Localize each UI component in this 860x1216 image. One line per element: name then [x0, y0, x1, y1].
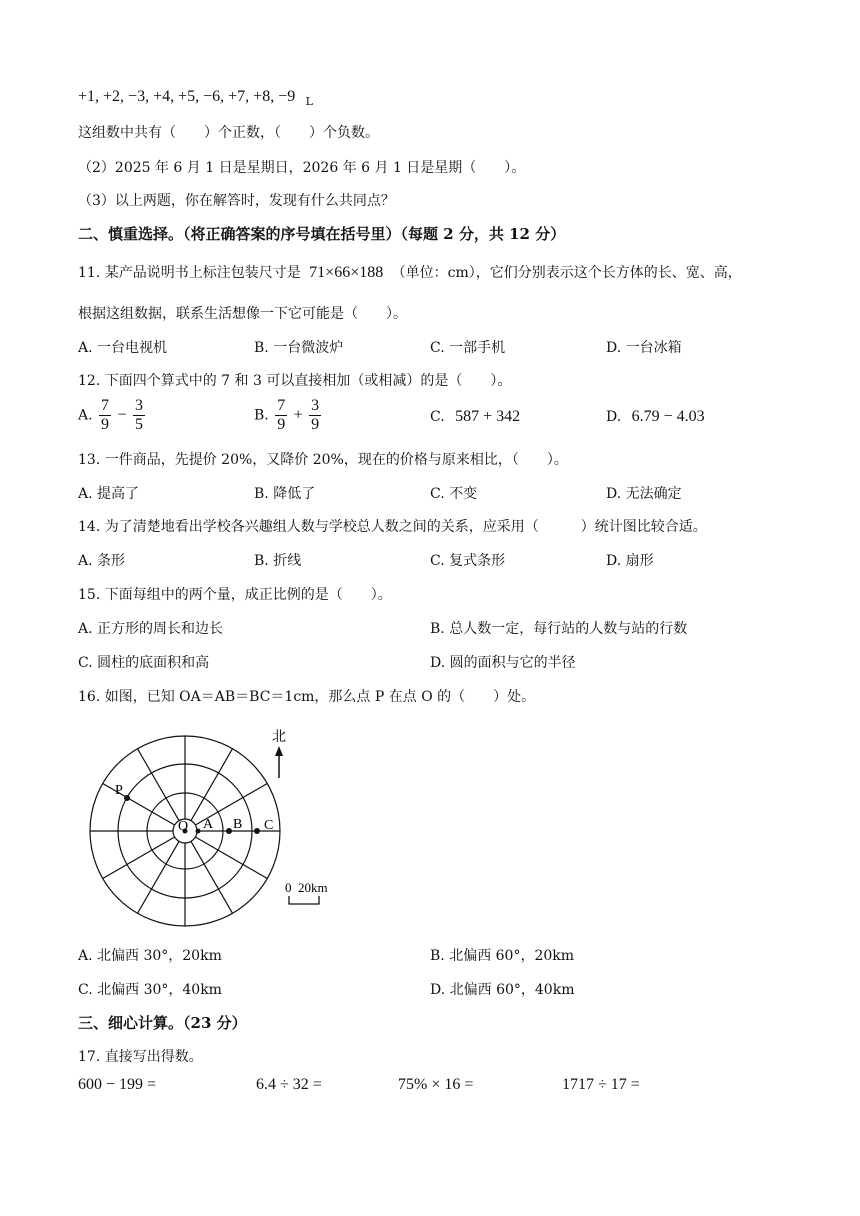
- q12-a-label: A.: [78, 407, 93, 424]
- section-2-heading: 二、慎重选择。（将正确答案的序号填在括号里）（每题 2 分，共 12 分）: [78, 225, 566, 243]
- q11-option-c: C. 一部手机: [430, 340, 506, 356]
- q11-suffix: （单位：cm），它们分别表示这个长方体的长、宽、高，: [391, 265, 742, 281]
- q14-option-a: A. 条形: [78, 553, 126, 569]
- sub-question-2: （2）2025 年 6 月 1 日是星期日，2026 年 6 月 1 日是星期（ ）。: [78, 160, 526, 176]
- point-p-dot: [124, 795, 130, 801]
- point-c-dot: [254, 828, 260, 834]
- sequence-ellipsis: L: [305, 95, 313, 108]
- q11-dimensions: 71×66×188: [309, 264, 384, 281]
- q12-b-fraction-2: $\frac{3}{9}$: [311, 397, 320, 433]
- q15-stem: 15. 下面每组中的两个量，成正比例的是（ ）。: [78, 587, 392, 603]
- q14-option-d: D. 扇形: [606, 553, 654, 569]
- q16-stem: 16. 如图，已知 OA＝AB＝BC＝1cm，那么点 P 在点 O 的（ ）处。: [78, 689, 536, 705]
- q12-a-operator: −: [117, 406, 127, 424]
- q16-option-d: D. 北偏西 60°，40km: [430, 982, 575, 998]
- q17-stem: 17. 直接写出得数。: [78, 1049, 203, 1065]
- calc-item-3: 75% × 16 =: [398, 1076, 474, 1093]
- q12-b-operator: +: [293, 406, 303, 424]
- q15-option-c: C. 圆柱的底面积和高: [78, 655, 210, 671]
- calc-item-4: 1717 ÷ 17 =: [562, 1076, 640, 1093]
- q12-option-a: [78, 397, 147, 434]
- north-label: 北: [272, 730, 286, 745]
- polar-spoke: [138, 841, 180, 913]
- point-b-dot: [226, 828, 232, 834]
- q16-option-c: C. 北偏西 30°，40km: [78, 982, 222, 998]
- q16-option-a: A. 北偏西 30°，20km: [78, 948, 222, 964]
- point-c-label: C: [264, 818, 274, 833]
- polar-spoke: [195, 837, 267, 879]
- polar-spoke: [191, 841, 233, 913]
- q12-option-c: [430, 408, 520, 426]
- q13-stem: 13. 一件商品，先提价 20%，又降价 20%，现在的价格与原来相比，（ ）。: [78, 452, 568, 468]
- point-p-label: P: [115, 783, 123, 798]
- q12-stem: 12. 下面四个算式中的 7 和 3 可以直接相加（或相减）的是（ ）。: [78, 373, 512, 389]
- q11-prefix: 11. 某产品说明书上标注包装尺寸是: [78, 265, 301, 281]
- q15-option-b: B. 总人数一定，每行站的人数与站的行数: [430, 621, 688, 637]
- q11-option-b: B. 一台微波炉: [254, 340, 344, 356]
- point-a-label: A: [203, 817, 214, 832]
- point-b-label: B: [233, 817, 243, 832]
- number-sequence: [78, 88, 313, 106]
- q13-option-c: C. 不变: [430, 486, 478, 502]
- calc-item-2: 6.4 ÷ 32 =: [256, 1076, 322, 1093]
- q13-option-d: D. 无法确定: [606, 486, 682, 502]
- north-arrow-icon: [275, 746, 283, 756]
- polar-spoke: [103, 784, 175, 826]
- sequence-text: +1, +2, −3, +4, +5, −6, +7, +8, −9: [78, 88, 296, 105]
- point-o-label: O: [178, 819, 189, 834]
- q12-c-expression: 587 + 342: [455, 408, 521, 425]
- q12-a-fraction-1: $\frac{7}{9}$: [101, 397, 110, 433]
- polar-map-figure: [76, 720, 366, 930]
- polar-spoke: [191, 749, 233, 821]
- q13-option-b: B. 降低了: [254, 486, 316, 502]
- q12-option-d: [606, 408, 705, 426]
- point-a-dot: [196, 829, 201, 834]
- q12-option-b: [254, 397, 323, 434]
- polar-spoke: [138, 749, 180, 821]
- scale-bar: [289, 896, 319, 904]
- scale-unit-label: 20km: [298, 880, 328, 895]
- q13-option-a: A. 提高了: [78, 486, 140, 502]
- q12-a-fraction-2: $\frac{3}{5}$: [134, 397, 143, 433]
- q12-d-label: D.: [606, 409, 622, 425]
- q15-option-d: D. 圆的面积与它的半径: [430, 655, 576, 671]
- calc-item-1: 600 − 199 =: [78, 1076, 157, 1093]
- scale-zero-label: 0: [285, 880, 292, 895]
- q12-b-label: B.: [254, 407, 269, 424]
- q15-option-a: A. 正方形的周长和边长: [78, 621, 224, 637]
- q12-b-fraction-1: $\frac{7}{9}$: [277, 397, 286, 433]
- q11-option-d: D. 一台冰箱: [606, 340, 682, 356]
- q14-option-c: C. 复式条形: [430, 553, 506, 569]
- sub-question-3: （3）以上两题，你在解答时，发现有什么共同点？: [78, 193, 395, 209]
- q12-d-expression: 6.79 − 4.03: [631, 408, 705, 425]
- count-question: 这组数中共有（ ）个正数，（ ）个负数。: [78, 125, 379, 141]
- q11-line2: 根据这组数据，联系生活想像一下它可能是（ ）。: [78, 306, 407, 322]
- polar-spoke: [103, 837, 175, 879]
- q11-stem: [78, 262, 742, 282]
- section-3-heading: 三、细心计算。（23 分）: [78, 1014, 247, 1032]
- q16-option-b: B. 北偏西 60°，20km: [430, 948, 575, 964]
- q14-option-b: B. 折线: [254, 553, 302, 569]
- q11-option-a: A. 一台电视机: [78, 340, 168, 356]
- q14-stem: 14. 为了清楚地看出学校各兴趣组人数与学校总人数之间的关系，应采用（ ）统计图比较合适。: [78, 519, 707, 535]
- q12-c-label: C.: [430, 409, 445, 425]
